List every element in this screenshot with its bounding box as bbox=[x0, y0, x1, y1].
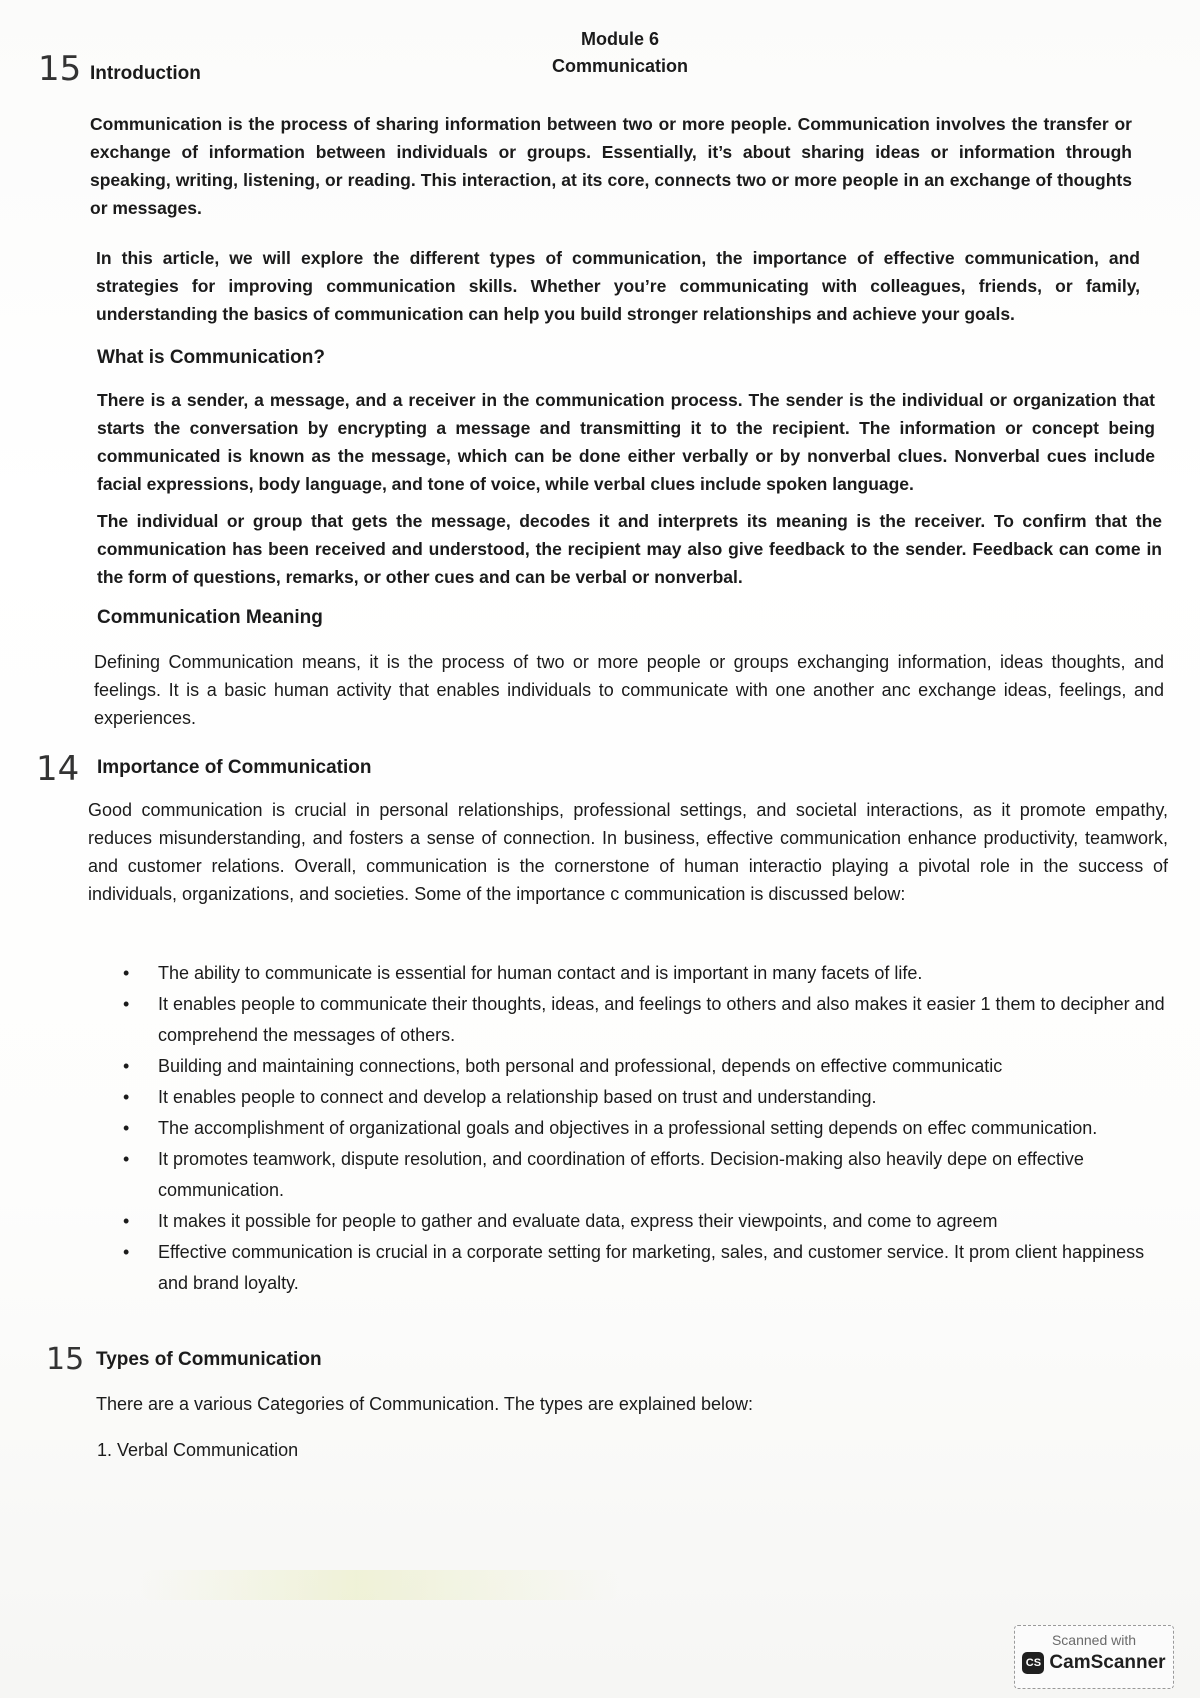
camscanner-logo-icon: CS bbox=[1022, 1652, 1044, 1674]
handwritten-margin-mark: 15 bbox=[38, 49, 82, 89]
bullet-item: • Building and maintaining connections, both personal and professional, depends on effective communicatic bbox=[118, 1051, 1170, 1082]
what-is-paragraph-2: The individual or group that gets the message, decodes it and interprets its meaning is the receiver. To confirm that the communication has been received and understood, the recipient may also give feedback to the sender. Feedback can come in the form of questions, remarks, or other cues and can be verbal or nonverbal. bbox=[97, 511, 1162, 587]
bullet-item: • The ability to communicate is essential for human contact and is important in many facets of life. bbox=[118, 958, 1170, 989]
importance-paragraph: Good communication is crucial in personal relationships, professional settings, and societal interactions, as it promote empathy, reduces misunderstanding, and fosters a sense of connection. In business, effective communication enhance productivity, teamwork, and customer relations. Overall, communication is the cornerstone of human interactio playing a pivotal role in the success of individuals, organizations, and societies. Some of the importance c communication is discussed below: bbox=[88, 800, 1168, 904]
heading-communication-meaning: Communication Meaning bbox=[97, 607, 323, 628]
handwritten-margin-mark: 15 bbox=[46, 1342, 85, 1377]
heading-what-is-communication: What is Communication? bbox=[97, 347, 325, 368]
types-paragraph: There are a various Categories of Communication. The types are explained below: bbox=[96, 1394, 754, 1414]
camscanner-watermark bbox=[1014, 1625, 1174, 1689]
module-header bbox=[420, 26, 820, 80]
bullet-item: • Effective communication is crucial in a corporate setting for marketing, sales, and customer service. It prom client happiness and brand loyalty. bbox=[118, 1237, 1170, 1299]
bullet-item: • It makes it possible for people to gather and evaluate data, express their viewpoints, and come to agreem bbox=[118, 1206, 1170, 1237]
introduction-paragraph-1: Communication is the process of sharing information between two or more people. Communication involves the transfer or exchange of information between individuals or groups. Essentially, it’s about sharing ideas or information through speaking, writing, listening, or reading. This interaction, at its core, connects two or more people in an exchange of thoughts or messages. bbox=[90, 114, 1132, 218]
module-title: Communication bbox=[551, 56, 688, 76]
heading-importance-of-communication: Importance of Communication bbox=[97, 757, 372, 778]
what-is-paragraph-1: There is a sender, a message, and a receiver in the communication process. The sender is the individual or organization that starts the conversation by encrypting a message and transmitting it to the recipient. The information or concept being communicated is known as the message, which can be done either verbally or by nonverbal clues. Nonverbal cues include facial expressions, body language, and tone of voice, while verbal clues include spoken language. bbox=[97, 390, 1155, 494]
bullet-item: • It enables people to connect and develop a relationship based on trust and understanding. bbox=[118, 1082, 1170, 1113]
watermark-brand: CamScanner bbox=[1049, 1652, 1166, 1673]
scan-stain bbox=[140, 1570, 620, 1600]
heading-types-of-communication: Types of Communication bbox=[96, 1349, 322, 1370]
introduction-paragraph-2: In this article, we will explore the different types of communication, the importance of effective communication, and strategies for improving communication skills. Whether you’re communicating with colleagues, friends, or family, understanding the basics of communication can help you build stronger relationships and achieve your goals. bbox=[96, 248, 1140, 324]
types-item-verbal-communication: 1. Verbal Communication bbox=[97, 1440, 299, 1460]
meaning-paragraph: Defining Communication means, it is the process of two or more people or groups exchanging information, ideas thoughts, and feelings. It is a basic human activity that enables individuals to communicate with one another anc exchange ideas, feelings, and experiences. bbox=[94, 652, 1164, 728]
heading-introduction: Introduction bbox=[90, 63, 201, 84]
bullet-item: • The accomplishment of organizational goals and objectives in a professional setting depends on effec communication. bbox=[118, 1113, 1170, 1144]
handwritten-margin-mark: 14 bbox=[36, 749, 80, 789]
importance-bullet-list bbox=[118, 958, 1170, 1299]
bullet-item: • It enables people to communicate their thoughts, ideas, and feelings to others and also makes it easier 1 them to decipher and comprehend the messages of others. bbox=[118, 989, 1170, 1051]
watermark-scanned-with: Scanned with bbox=[1051, 1632, 1137, 1648]
module-number: Module 6 bbox=[580, 29, 659, 49]
bullet-item: • It promotes teamwork, dispute resolution, and coordination of efforts. Decision-making also heavily depe on effective communication. bbox=[118, 1144, 1170, 1206]
